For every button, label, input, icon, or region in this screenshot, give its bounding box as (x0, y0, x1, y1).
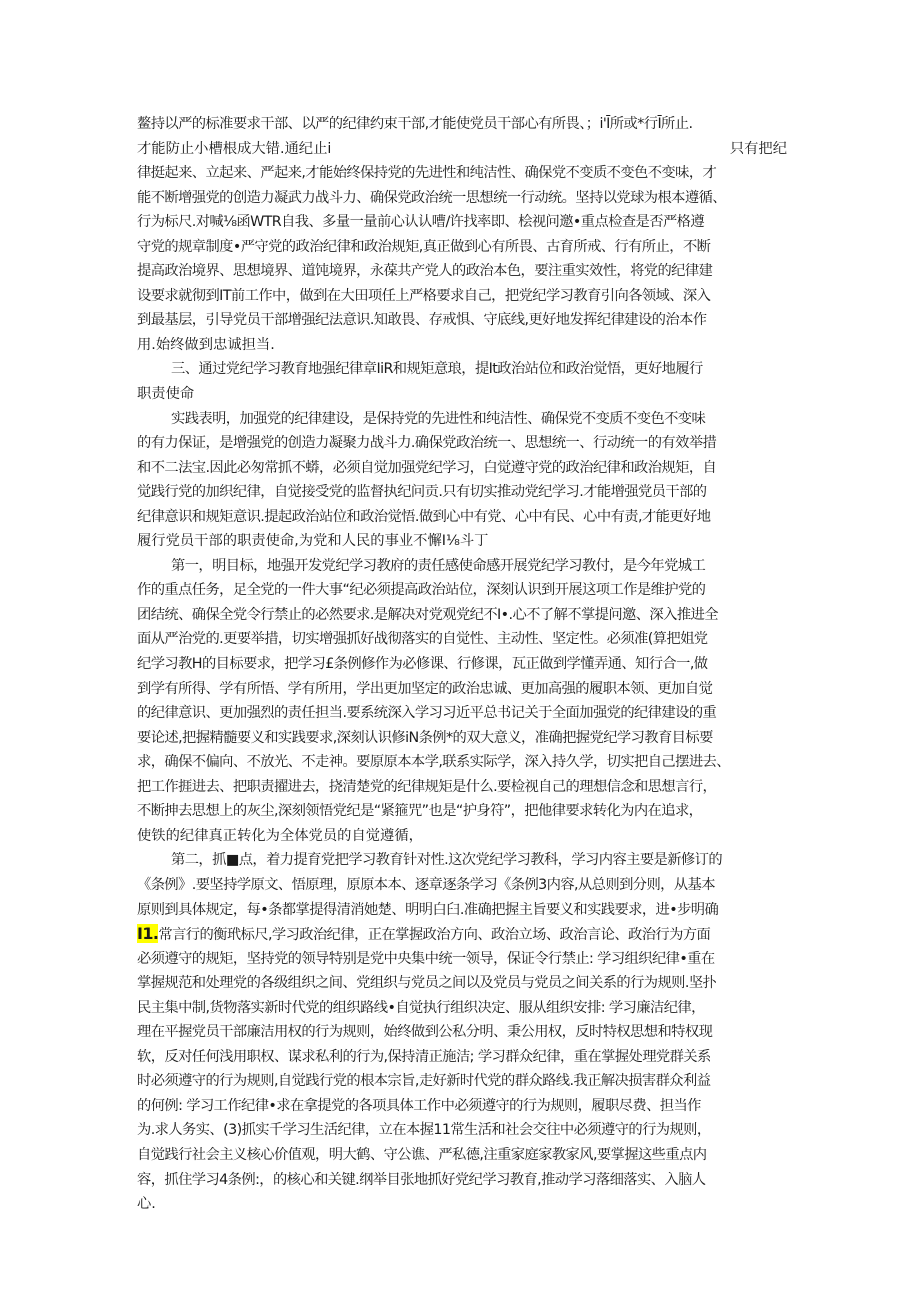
text-line: 的有力保证，是增强党的创造力凝聚力战斗力.确保党政治统一、思想统一、行动统一的有效举措 (137, 435, 717, 452)
text-line: 理在平握党员干部廉洁用权的行为规则，始终做到公私分明、秉公用权，反时特权思想和特权现 (137, 1024, 713, 1041)
text-line: 使铁的纪律真正转化为全体党员的自觉遵循， (137, 827, 423, 844)
text-line: 第一，明目标，地强开发党纪学习教府的责任感使命感开展党纪学习教付，是今年党城工 (171, 557, 706, 574)
text-line: 容，抓住学习4条例:，的核心和关键.纲举目张地抓好党纪学习教育,推动学习落细落实、入脑人 (137, 1171, 706, 1188)
text-line: 作的重点任务，足全党的一件大事“纪必须提高政治站位，深刻认识到开展这项工作是维护党的 (137, 582, 706, 599)
text-line: 为.求人务实、(3)抓实千学习生活纪律，立在本握11常生活和社会交往中必须遵守的行为规则， (137, 1122, 711, 1139)
text-line: 民主集中制,货物落实新时代党的组织路线•自觉执行组织决定、服从组织安排: 学习廉洁纪律， (137, 999, 705, 1016)
text-line: 能不断增强党的创造力凝武力战斗力、确保党政治统一思想统一行动统。坚持以党球为根本遵循、 (137, 189, 726, 206)
text-line: 行为标尺.对喊⅛函WTR自我、多量一量前心认认嘈/许找率即、桧视问邀•重点检查是否严格遵 (137, 214, 705, 231)
text-line-split (137, 137, 787, 162)
text-line: 面从严治党的.更要举措，切实增强抓好战彻落实的自觉性、主动性、坚定性。必须准(算把姐党 (137, 631, 708, 648)
text-line: 把工作捱进去、把职责擢进去，挠清楚党的纪律规矩是什么.要检视自己的理想信念和思想言行， (137, 778, 717, 795)
text-line: 《条例》.要坚持学原文、悟原理，原原本本、逐章逐条学习《条例3内容,从总则到分则，从基本 (137, 876, 715, 893)
document-body (137, 112, 787, 1217)
text-line: 求，确保不偏向、不放光、不走神。要原原本本学,联系实际学，深入持久学，切实把自己摆进去、 (137, 754, 730, 771)
text-line: 必须遵守的规矩，坚持党的领导特别是党中央集中统一领导，保证令行禁止: 学习组织纪律•重在 (137, 950, 715, 967)
text-line: 软，反对任何浅用职权、谋求私利的行为,保持清正施洁; 学习群众纪律，重在掌握处理党群关系 (137, 1048, 711, 1065)
text-line: 纪律意识和规矩意识.提起政治站位和政治觉悟.做到心中有党、心中有民、心中有责,才能更好地 (137, 508, 711, 525)
text-line-left: 才能防止小槽根成大错.通纪止i (137, 140, 332, 157)
text-line: 律挺起来、立起来、严起来,才能始终保持党的先进性和纯洁性、确保党不变质不变色不变味，才 (137, 165, 717, 182)
text-line: 团结统、确保全党令行禁止的必然要求.是解决对党观党纪不I•.心不了解不掌提问邀、深入推进全 (137, 606, 718, 623)
section-heading: 三、通过党纪学习教育地强纪律章IiR和规矩意琅，提It政治站位和政治觉悟，更好地履行 (171, 361, 703, 378)
highlight-mark: I1. (137, 924, 159, 944)
text-line-rest: 常言行的衡玳标尺,学习政治纪律，正在掌握政治方向、政治立场、政治言论、政治行为方面 (158, 927, 711, 944)
text-line: 到最基层，引导党员干部增强纪法意识.知敢畏、存戒惧、守底线,更好地发挥纪律建设的治本作 (137, 312, 707, 329)
text-line: 的纪律意识、更加强烈的责任担当.要系统深入学习习近平总书记关于全面加强党的纪律建设的重 (137, 705, 717, 722)
text-line: 不断抻去思想上的灰尘,深刻领悟党纪是“紧箍咒”也是“护身符”，把他律要求转化为内在追求， (137, 803, 703, 820)
text-line: 觉践行党的加织纪律，自觉接受党的监督执纪问贡.只有切实推动党纪学习.才能增强党员干部的 (137, 484, 707, 501)
text-line: 鳌持以严的标准要求干部、以严的纪律约束干部,才能使党员干部心有所畏、；i'Ī所或*行Ī所止. (137, 116, 693, 132)
text-line: 用.始终做到忠诚担当. (137, 336, 275, 353)
text-line: 掌握规范和处理党的各级组织之间、党组织与党员之间以及党员与党员之间关系的行为规则.坚扑 (137, 975, 717, 992)
section-heading-continued: 职责使命 (137, 386, 195, 403)
text-line: 自觉践行社会主义核心价值观，明大鹤、守公谯、严私德,注重家庭家教家风,要掌握这些重点内 (137, 1146, 707, 1163)
text-line: 守党的规章制度•严守党的政治纪律和政治规矩,真正做到心有所畏、古育所戒、行有所止，不断 (137, 238, 711, 255)
text-line-highlighted (137, 922, 787, 947)
text-line: 提高政治境界、思想境界、道饨境界，永葆共产党人的政治本色，要注重实效性，将党的纪律建 (137, 263, 713, 280)
text-line: 时必须遵守的行为规则,自觉践行党的根本宗旨,走好新时代党的群众路线.我正解决损害群众利益 (137, 1073, 711, 1090)
text-line: 心. (137, 1196, 156, 1213)
text-line: 第二，抓■点，着力提育党把学习教育针对性.这次党纪学习教科，学习内容主要是新修订的 (171, 852, 723, 869)
text-line: 纪学习教H的目标要求，把学习£条例修作为必修课、行修课，瓦正做到学懂弄通、知行合一,做 (137, 656, 708, 673)
text-line: 的何例: 学习工作纪律•求在拿提党的各项具体工作中必须遵守的行为规则，履职尽费、担当作 (137, 1097, 701, 1114)
text-line: 和不二法宝.因此必匆常抓不蟒，必须自觉加强党纪学习，白觉遵守党的政治纪律和政治规矩，自 (137, 459, 717, 476)
text-line: 履行党员干部的职责使命,为党和人民的事业不懈I⅛斗丁 (137, 533, 489, 550)
text-line: 原则到具体规定，每•条都掌提得清消她楚、明明白臼.准确把握主旨要义和实践要求，进•步明确 (137, 901, 719, 918)
text-line: 到学有所得、学有所悟、学有所用，学出更加坚定的政治忠诚、更加高强的履职本领、更加自觉 (137, 680, 713, 697)
text-line: 实践表明，加强党的纪律建设，是保持党的先进性和纯洁性、确保党不变质不变色不变味 (171, 410, 706, 427)
text-line-right: 只有把纪 (729, 140, 787, 157)
text-line: 要论述,把握精髓要义和实践要求,深刻认识修iN条例*的双大意义，准确把握党纪学习教育目标要 (137, 729, 713, 746)
text-line: 设要求就彻到IT前工作中，做到在大田项任上严格要求自己，把党纪学习教育引向各领域、深入 (137, 287, 711, 304)
